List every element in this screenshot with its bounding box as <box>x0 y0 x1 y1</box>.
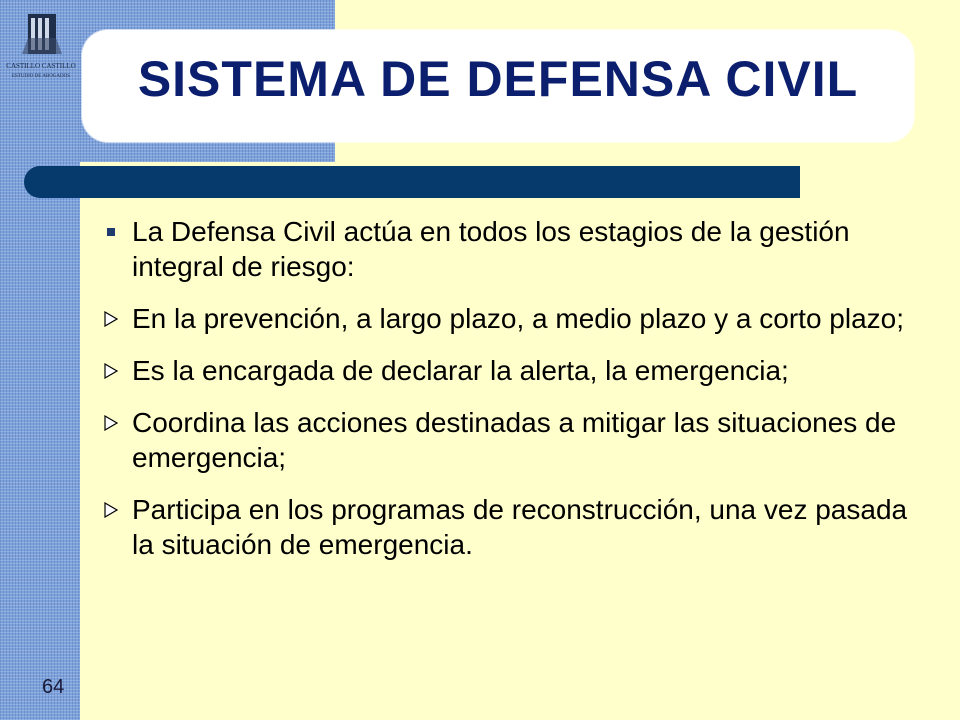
arrow-bullet-icon <box>100 353 122 388</box>
logo-text-line1: CASTILLO CASTILLO <box>6 62 76 70</box>
bullet-item <box>100 492 930 562</box>
bullet-text: En la prevención, a largo plazo, a medio plazo y a corto plazo; <box>132 303 905 334</box>
logo-text-line2: ESTUDIO DE ABOGADOS <box>11 74 71 79</box>
bullet-text: Coordina las acciones destinadas a mitigar las situaciones de emergencia; <box>132 407 897 473</box>
company-logo <box>4 8 78 88</box>
title-underline-bar <box>24 166 800 198</box>
bullet-list <box>100 214 930 579</box>
arrow-bullet-icon <box>100 405 122 440</box>
bullet-text: Participa en los programas de reconstrucción, una vez pasada la situación de emergencia. <box>132 494 908 560</box>
bullet-item <box>100 301 930 336</box>
bullet-text: Es la encargada de declarar la alerta, la emergencia; <box>132 355 789 386</box>
slide-title: SISTEMA DE DEFENSA CIVIL <box>137 51 859 107</box>
building-logo-icon <box>4 8 78 88</box>
bullet-item <box>100 353 930 388</box>
arrow-bullet-icon <box>100 301 122 336</box>
bullet-item <box>100 214 930 284</box>
arrow-bullet-icon <box>100 492 122 527</box>
bullet-text: La Defensa Civil actúa en todos los estagios de la gestión integral de riesgo: <box>132 216 850 282</box>
page-number: 64 <box>42 676 65 698</box>
square-bullet-icon <box>100 214 122 249</box>
side-panel <box>0 0 80 720</box>
bullet-item <box>100 405 930 475</box>
